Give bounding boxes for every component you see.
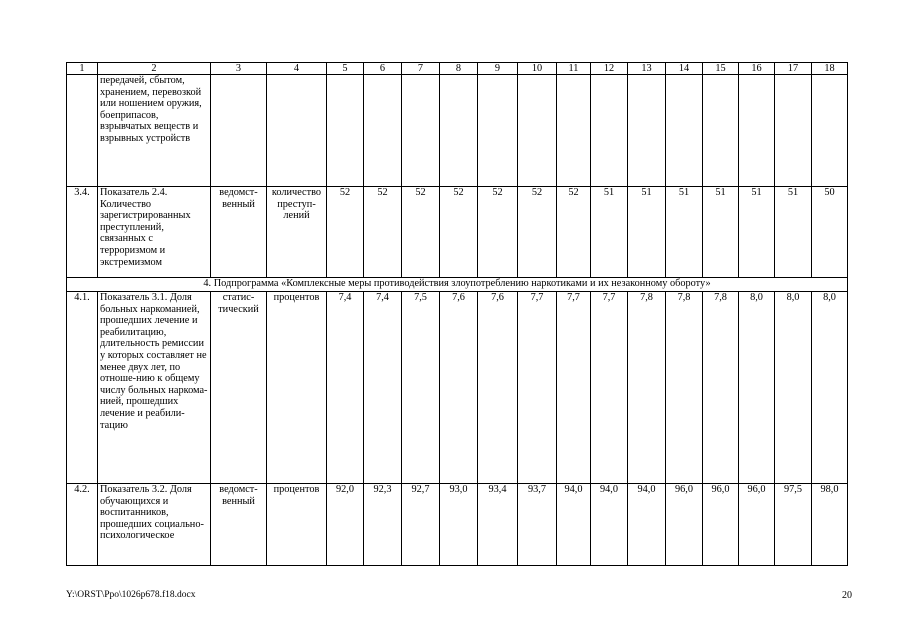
unit: процентов	[267, 292, 327, 484]
value-cell: 50	[812, 187, 848, 278]
value-cell	[628, 75, 666, 187]
value-cell: 51	[703, 187, 739, 278]
value-cell	[703, 75, 739, 187]
table-row	[67, 292, 848, 484]
value-cell: 7,7	[591, 292, 628, 484]
value-cell: 8,0	[739, 292, 775, 484]
value-cell: 52	[364, 187, 402, 278]
unit: количество преступ-лений	[267, 187, 327, 278]
indicator-name: передачей, сбытом, хранением, перевозкой или ношением оружия, боеприпасов, взрывчатых веществ и взрывных устройств	[98, 75, 211, 187]
header-cell: 18	[812, 63, 848, 75]
value-cell: 52	[402, 187, 440, 278]
value-cell: 51	[739, 187, 775, 278]
value-cell: 7,6	[440, 292, 478, 484]
value-cell	[812, 75, 848, 187]
unit: процентов	[267, 484, 327, 566]
value-cell	[591, 75, 628, 187]
data-source: ведомст-венный	[211, 187, 267, 278]
value-cell: 7,4	[327, 292, 364, 484]
row-number	[67, 75, 98, 187]
header-cell: 11	[557, 63, 591, 75]
value-cell: 51	[591, 187, 628, 278]
header-cell: 3	[211, 63, 267, 75]
header-cell: 12	[591, 63, 628, 75]
section-row	[67, 278, 848, 292]
section-title: 4. Подпрограмма «Комплексные меры противодействия злоупотреблению наркотиками и их незаконному обороту»	[67, 278, 848, 292]
value-cell: 51	[775, 187, 812, 278]
row-number: 3.4.	[67, 187, 98, 278]
value-cell: 7,7	[518, 292, 557, 484]
value-cell	[775, 75, 812, 187]
value-cell: 8,0	[812, 292, 848, 484]
value-cell: 7,8	[666, 292, 703, 484]
value-cell: 93,0	[440, 484, 478, 566]
value-cell: 7,4	[364, 292, 402, 484]
table-row	[67, 75, 848, 187]
value-cell: 52	[327, 187, 364, 278]
value-cell	[478, 75, 518, 187]
row-number: 4.2.	[67, 484, 98, 566]
header-cell: 17	[775, 63, 812, 75]
value-cell: 7,6	[478, 292, 518, 484]
value-cell	[402, 75, 440, 187]
value-cell: 51	[628, 187, 666, 278]
header-cell: 7	[402, 63, 440, 75]
data-source: статис-тический	[211, 292, 267, 484]
value-cell: 93,4	[478, 484, 518, 566]
value-cell: 52	[518, 187, 557, 278]
value-cell: 52	[478, 187, 518, 278]
file-path: Y:\ORST\Ppo\1026p678.f18.docx	[66, 590, 196, 600]
value-cell: 52	[557, 187, 591, 278]
value-cell	[518, 75, 557, 187]
value-cell: 7,8	[628, 292, 666, 484]
header-cell: 16	[739, 63, 775, 75]
value-cell: 96,0	[666, 484, 703, 566]
header-cell: 9	[478, 63, 518, 75]
value-cell: 94,0	[557, 484, 591, 566]
value-cell: 96,0	[703, 484, 739, 566]
header-cell: 2	[98, 63, 211, 75]
value-cell: 96,0	[739, 484, 775, 566]
data-source	[211, 75, 267, 187]
page-number: 20	[842, 590, 852, 601]
value-cell	[666, 75, 703, 187]
header-cell: 4	[267, 63, 327, 75]
data-source: ведомст-венный	[211, 484, 267, 566]
value-cell	[557, 75, 591, 187]
header-cell: 13	[628, 63, 666, 75]
header-cell: 8	[440, 63, 478, 75]
value-cell	[739, 75, 775, 187]
value-cell: 7,7	[557, 292, 591, 484]
value-cell: 52	[440, 187, 478, 278]
header-cell: 10	[518, 63, 557, 75]
row-number: 4.1.	[67, 292, 98, 484]
header-cell: 15	[703, 63, 739, 75]
value-cell: 94,0	[628, 484, 666, 566]
indicator-name: Показатель 2.4. Количество зарегистрированных преступлений, связанных с терроризмом и экстремизмом	[98, 187, 211, 278]
value-cell: 92,0	[327, 484, 364, 566]
table-row	[67, 484, 848, 566]
value-cell: 94,0	[591, 484, 628, 566]
indicator-table	[66, 62, 848, 566]
header-cell: 6	[364, 63, 402, 75]
header-cell: 14	[666, 63, 703, 75]
value-cell: 7,8	[703, 292, 739, 484]
value-cell	[440, 75, 478, 187]
unit	[267, 75, 327, 187]
value-cell	[327, 75, 364, 187]
header-cell: 5	[327, 63, 364, 75]
indicator-name: Показатель 3.2. Доля обучающихся и воспитанников, прошедших социально-психологическое	[98, 484, 211, 566]
header-cell: 1	[67, 63, 98, 75]
value-cell	[364, 75, 402, 187]
value-cell: 51	[666, 187, 703, 278]
value-cell: 8,0	[775, 292, 812, 484]
indicator-name: Показатель 3.1. Доля больных наркоманией, прошедших лечение и реабилитацию, длительность ремиссии у которых составляет не менее двух лет, по отноше-нию к общему числу больных наркома-нией, прошедших лечение и реабили-тацию	[98, 292, 211, 484]
table-row	[67, 187, 848, 278]
value-cell: 93,7	[518, 484, 557, 566]
value-cell: 92,3	[364, 484, 402, 566]
header-row	[67, 63, 848, 75]
value-cell: 92,7	[402, 484, 440, 566]
value-cell: 98,0	[812, 484, 848, 566]
value-cell: 7,5	[402, 292, 440, 484]
value-cell: 97,5	[775, 484, 812, 566]
